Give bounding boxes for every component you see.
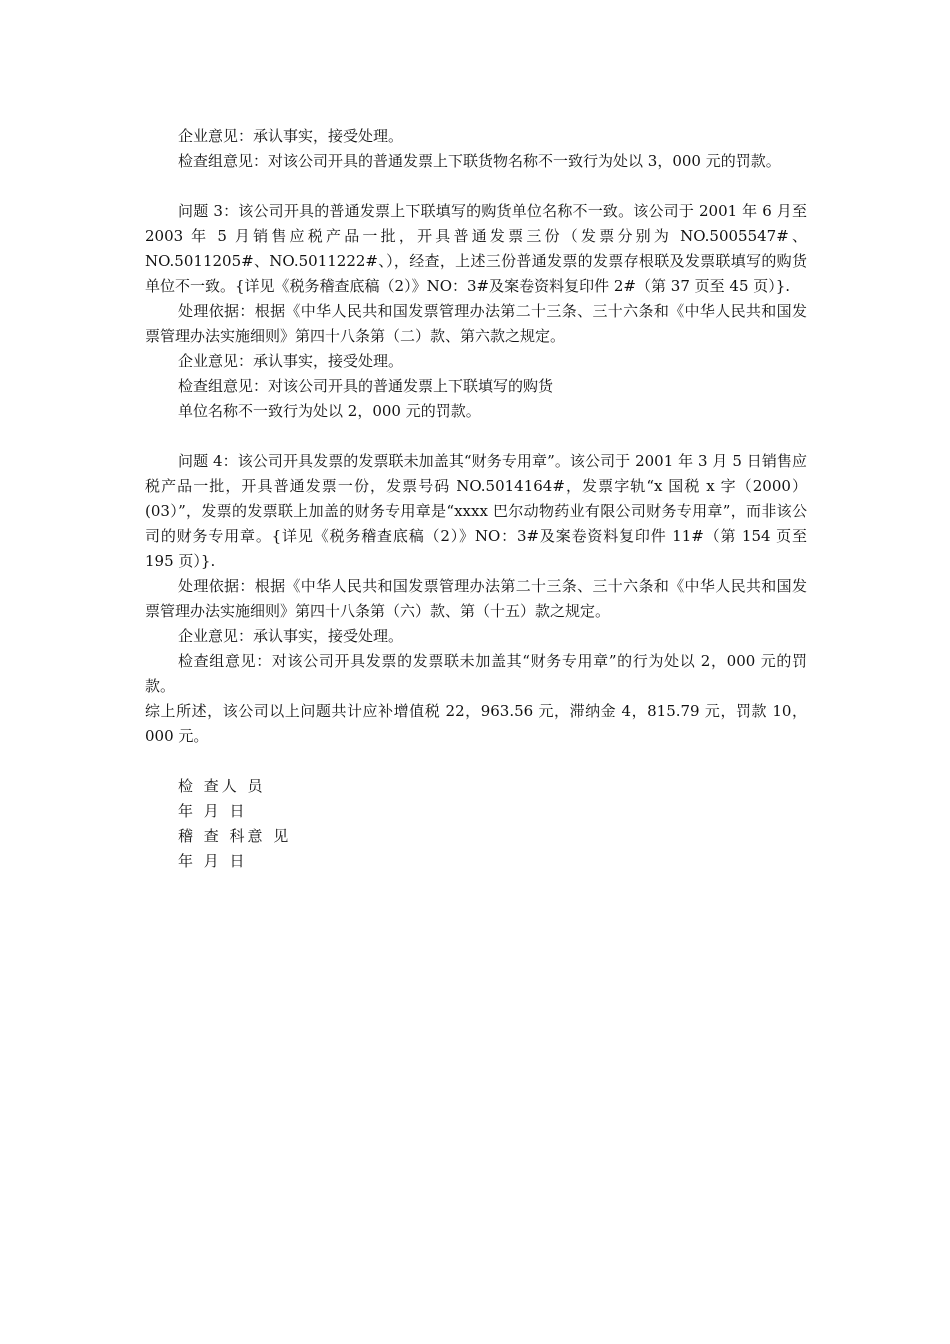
issue-3-paragraph: 问题 3：该公司开具的普通发票上下联填写的购货单位名称不一致。该公司于 2001 年 6 月至 2003 年 5 月销售应税产品一批，开具普通发票三份（发票分别为 NO.5005547#、NO.5011205#、NO.5011222#、），经查，上述三份普通发票的发票存根联及发票联填写的购货单位不一致。{详见《税务稽查底稿（2）》NO：3#及案卷资料复印件 2#（第 37 页至 45 页）}. [145,202,807,295]
inspection-opinion-paragraph: 检查组意见：对该公司开具的普通发票上下联货物名称不一致行为处以 3，000 元的罚款。 [178,152,781,170]
issue-3-basis-paragraph: 处理依据：根据《中华人民共和国发票管理办法第二十三条、三十六条和《中华人民共和国发票管理办法实施细则》第四十八条第（二）款、第六款之规定。 [145,302,807,345]
audit-section-date-label: 年 月 日 [178,852,248,870]
inspector-date-label: 年 月 日 [178,802,248,820]
issue-4-basis-paragraph: 处理依据：根据《中华人民共和国发票管理办法第二十三条、三十六条和《中华人民共和国发票管理办法实施细则》第四十八条第（六）款、第（十五）款之规定。 [145,577,807,620]
summary-paragraph: 综上所述，该公司以上问题共计应补增值税 22，963.56 元，滞纳金 4，815.79 元，罚款 10，000 元。 [145,702,807,745]
audit-section-opinion-label: 稽 查 科意 见 [178,827,292,845]
document-body [145,124,807,874]
inspector-signature-label: 检 查人 员 [178,777,266,795]
enterprise-opinion-paragraph: 企业意见：承认事实，接受处理。 [178,127,404,145]
issue-4-paragraph: 问题 4：该公司开具发票的发票联未加盖其“财务专用章”。该公司于 2001 年 3 月 5 日销售应税产品一批，开具普通发票一份，发票号码 NO.5014164#，发票字轨“x 国税 x 字（2000）(03）”，发票的发票联上加盖的财务专用章是“xxxx 巴尔动物药业有限公司财务专用章”，而非该公司的财务专用章。{详见《税务稽查底稿（2）》NO：3#及案卷资料复印件 11#（第 154 页至 195 页）}. [145,452,807,570]
issue-3-inspection-opinion-line1: 检查组意见：对该公司开具的普通发票上下联填写的购货 [178,377,554,395]
signature-block [145,774,807,874]
issue-4-enterprise-opinion: 企业意见：承认事实，接受处理。 [178,627,404,645]
issue-3-enterprise-opinion: 企业意见：承认事实，接受处理。 [178,352,404,370]
issue-4-inspection-opinion: 检查组意见：对该公司开具发票的发票联未加盖其“财务专用章”的行为处以 2，000 元的罚款。 [145,652,807,695]
issue-3-inspection-opinion-line2: 单位名称不一致行为处以 2，000 元的罚款。 [178,402,481,420]
